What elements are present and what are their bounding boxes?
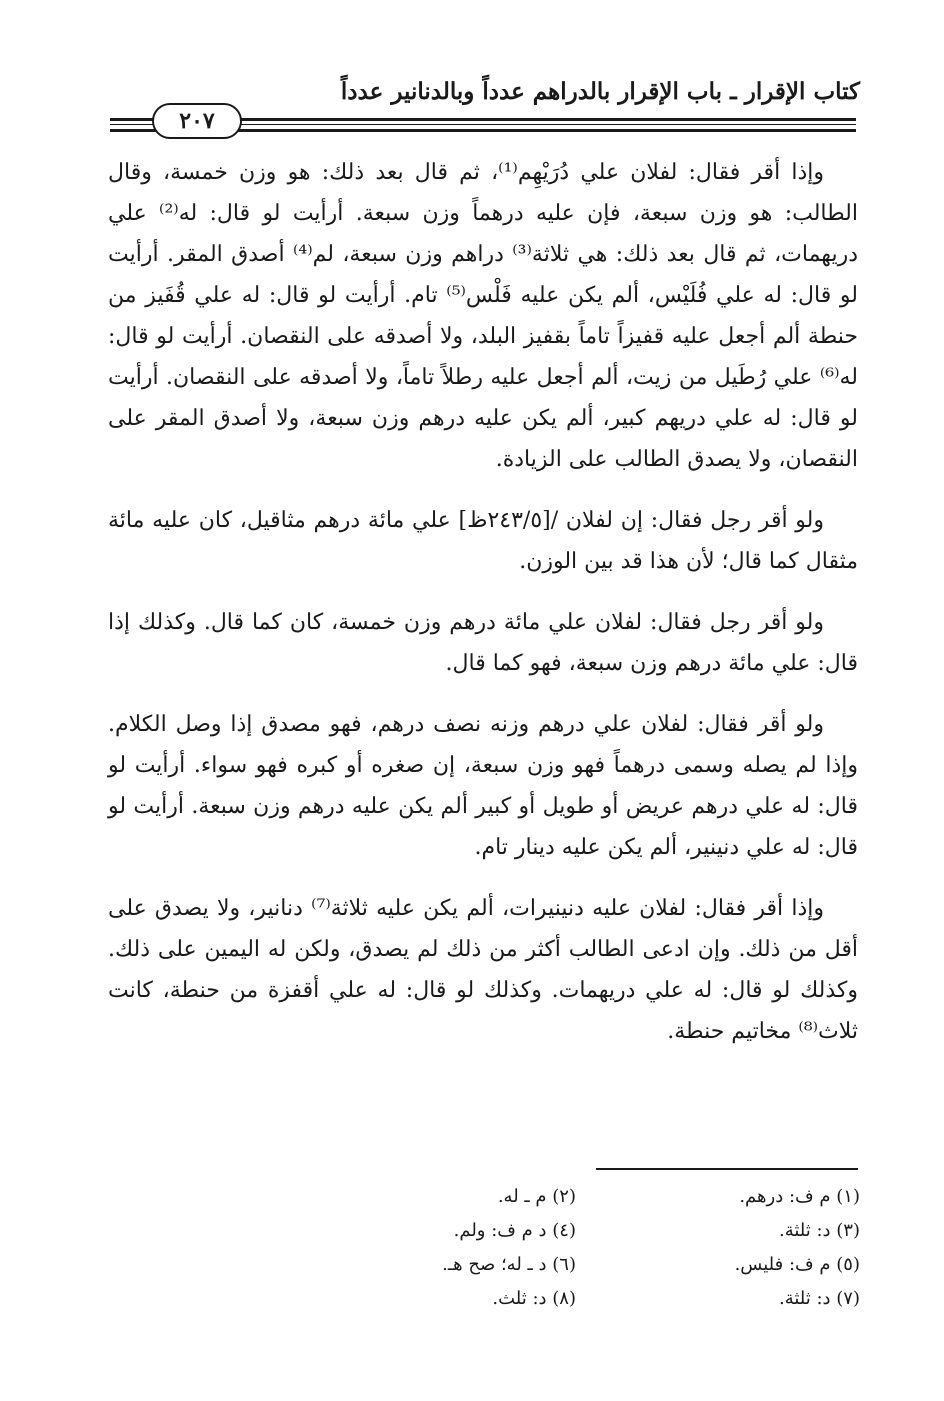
paragraph: ولو أقر فقال: لفلان علي درهم وزنه نصف درهم، فهو مصدق إذا وصل الكلام. وإذا لم يصله وسمى درهماً فهو وزن سبعة، إن صغره أو كبره فهو سواء. أرأيت لو قال: له علي درهم عريض أو طويل أو كبير ألم يكن عليه درهم وزن سبعة. أرأيت لو قال: له علي دنينير، ألم يكن عليه دينار تام.	[108, 712, 858, 860]
footnote: (٥) م ف: فليس.	[734, 1254, 860, 1275]
paragraph: ولو أقر رجل فقال: لفلان علي مائة درهم وزن خمسة، كان كما قال. وكذلك إذا قال: علي مائة درهم وزن سبعة، فهو كما قال.	[108, 610, 858, 676]
running-header-title: كتاب الإقرار ـ باب الإقرار بالدراهم عدداً وبالدنانير عدداً	[340, 78, 860, 105]
page-number: ٢٠٧	[152, 103, 242, 139]
footnote: (٢) م ـ له.	[497, 1186, 576, 1207]
footnote-separator	[596, 1168, 858, 1170]
paragraph: وإذا أقر فقال: لفلان عليه دنينيرات، ألم يكن عليه ثلاثة⁽⁷⁾ دنانير، ولا يصدق على أقل من ذلك. وإن ادعى الطالب أكثر من ذلك لم يصدق، ولكن له اليمين على ذلك. وكذلك لو قال: له علي دريهمات. وكذلك لو قال: له علي أقفزة من حنطة، كانت ثلاث⁽⁸⁾ مخاتيم حنطة.	[108, 896, 858, 1044]
footnote: (٨) د: ثلث.	[492, 1288, 576, 1309]
paragraph: وإذا أقر فقال: لفلان علي دُرَيْهِم⁽¹⁾، ثم قال بعد ذلك: هو وزن خمسة، وقال الطالب: هو وزن سبعة، فإن عليه درهماً وزن سبعة. أرأيت لو قال: له⁽²⁾ علي دريهمات، ثم قال بعد ذلك: هي ثلاثة⁽³⁾ دراهم وزن سبعة، لم⁽⁴⁾ أصدق المقر. أرأيت لو قال: له علي فُلَيْس، ألم يكن عليه فَلْس⁽⁵⁾ تام. أرأيت لو قال: له علي قُفَيز من حنطة ألم أجعل عليه قفيزاً تاماً بقفيز البلد، ولا أصدقه على النقصان. أرأيت لو قال: له⁽⁶⁾ علي رُطَيل من زيت، ألم أجعل عليه رطلاً تاماً، ولا أصدقه على النقصان. أرأيت لو قال: له علي دريهم كبير، ألم يكن عليه درهم وزن سبعة، ولا أصدق المقر على النقصان، ولا يصدق الطالب على الزيادة.	[108, 160, 858, 472]
footnote: (٦) د ـ له؛ صح هـ.	[442, 1254, 576, 1275]
paragraph: ولو أقر رجل فقال: إن لفلان /[٢٤٣/٥ظ] علي مائة درهم مثاقيل، كان عليه مائة مثقال كما قال؛ لأن هذا قد بين الوزن.	[108, 508, 858, 574]
footnote: (٧) د: ثلثة.	[778, 1288, 860, 1309]
footnote: (٤) د م ف: ولم.	[453, 1220, 576, 1241]
footnote: (١) م ف: درهم.	[739, 1186, 860, 1207]
main-text	[108, 152, 858, 1072]
footnotes	[300, 1180, 860, 1316]
footnote: (٣) د: ثلثة.	[778, 1220, 860, 1241]
